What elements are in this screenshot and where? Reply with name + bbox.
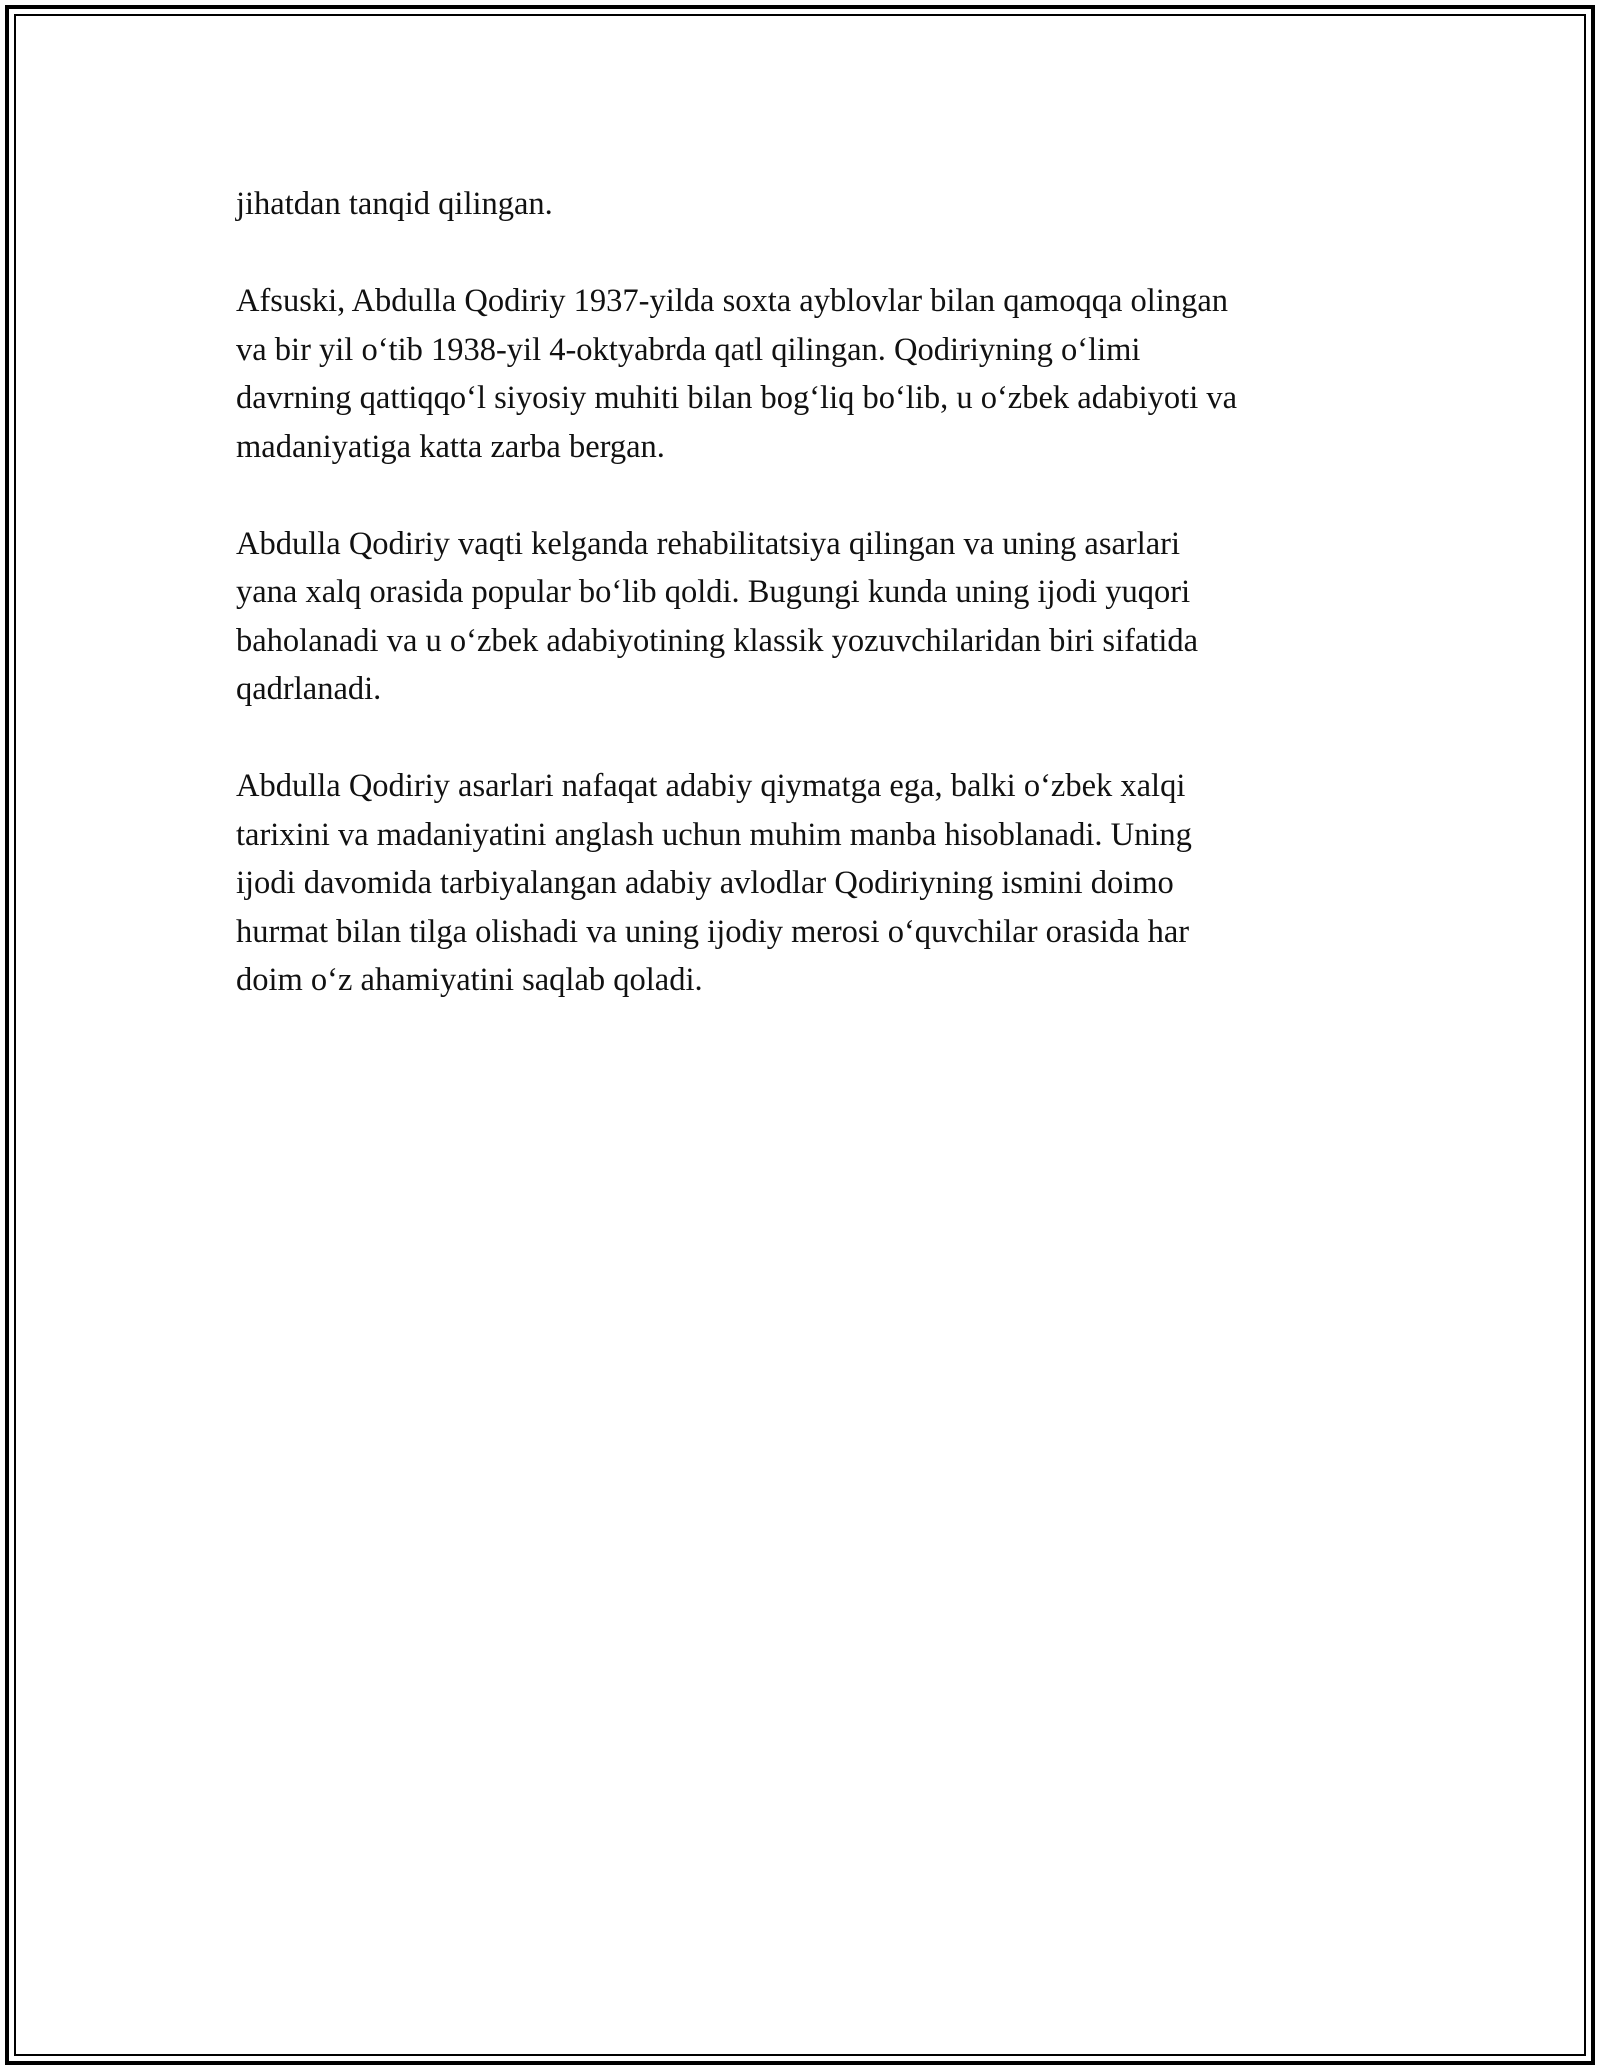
paragraph: jihatdan tanqid qilingan.: [236, 186, 553, 222]
paragraph: Abdulla Qodiriy vaqti kelganda rehabilitatsiya qilingan va uning asarlari yana xalq orasida popular bo‘lib qoldi. Bugungi kunda uning ijodi yuqori baholanadi va u o‘zbek adabiyotining klassik yozuvchilaridan biri sifatida qadrlanadi.: [236, 525, 1199, 707]
paragraph: Afsuski, Abdulla Qodiriy 1937-yilda soxta ayblovlar bilan qamoqqa olingan va bir yil o‘tib 1938-yil 4-oktyabrda qatl qilingan. Qodiriyning o‘limi davrning qattiqqo‘l siyosiy muhiti bilan bog‘liq bo‘lib, u o‘zbek adabiyoti va madaniyatiga katta zarba bergan.: [236, 283, 1238, 465]
document-body: [236, 180, 1386, 1053]
paragraph: Abdulla Qodiriy asarlari nafaqat adabiy qiymatga ega, balki o‘zbek xalqi tarixini va madaniyatini anglash uchun muhim manba hisoblanadi. Uning ijodi davomida tarbiyalangan adabiy avlodlar Qodiriyning ismini doimo hurmat bilan tilga olishadi va uning ijodiy merosi o‘quvchilar orasida har doim o‘z ahamiyatini saqlab qoladi.: [236, 768, 1192, 998]
